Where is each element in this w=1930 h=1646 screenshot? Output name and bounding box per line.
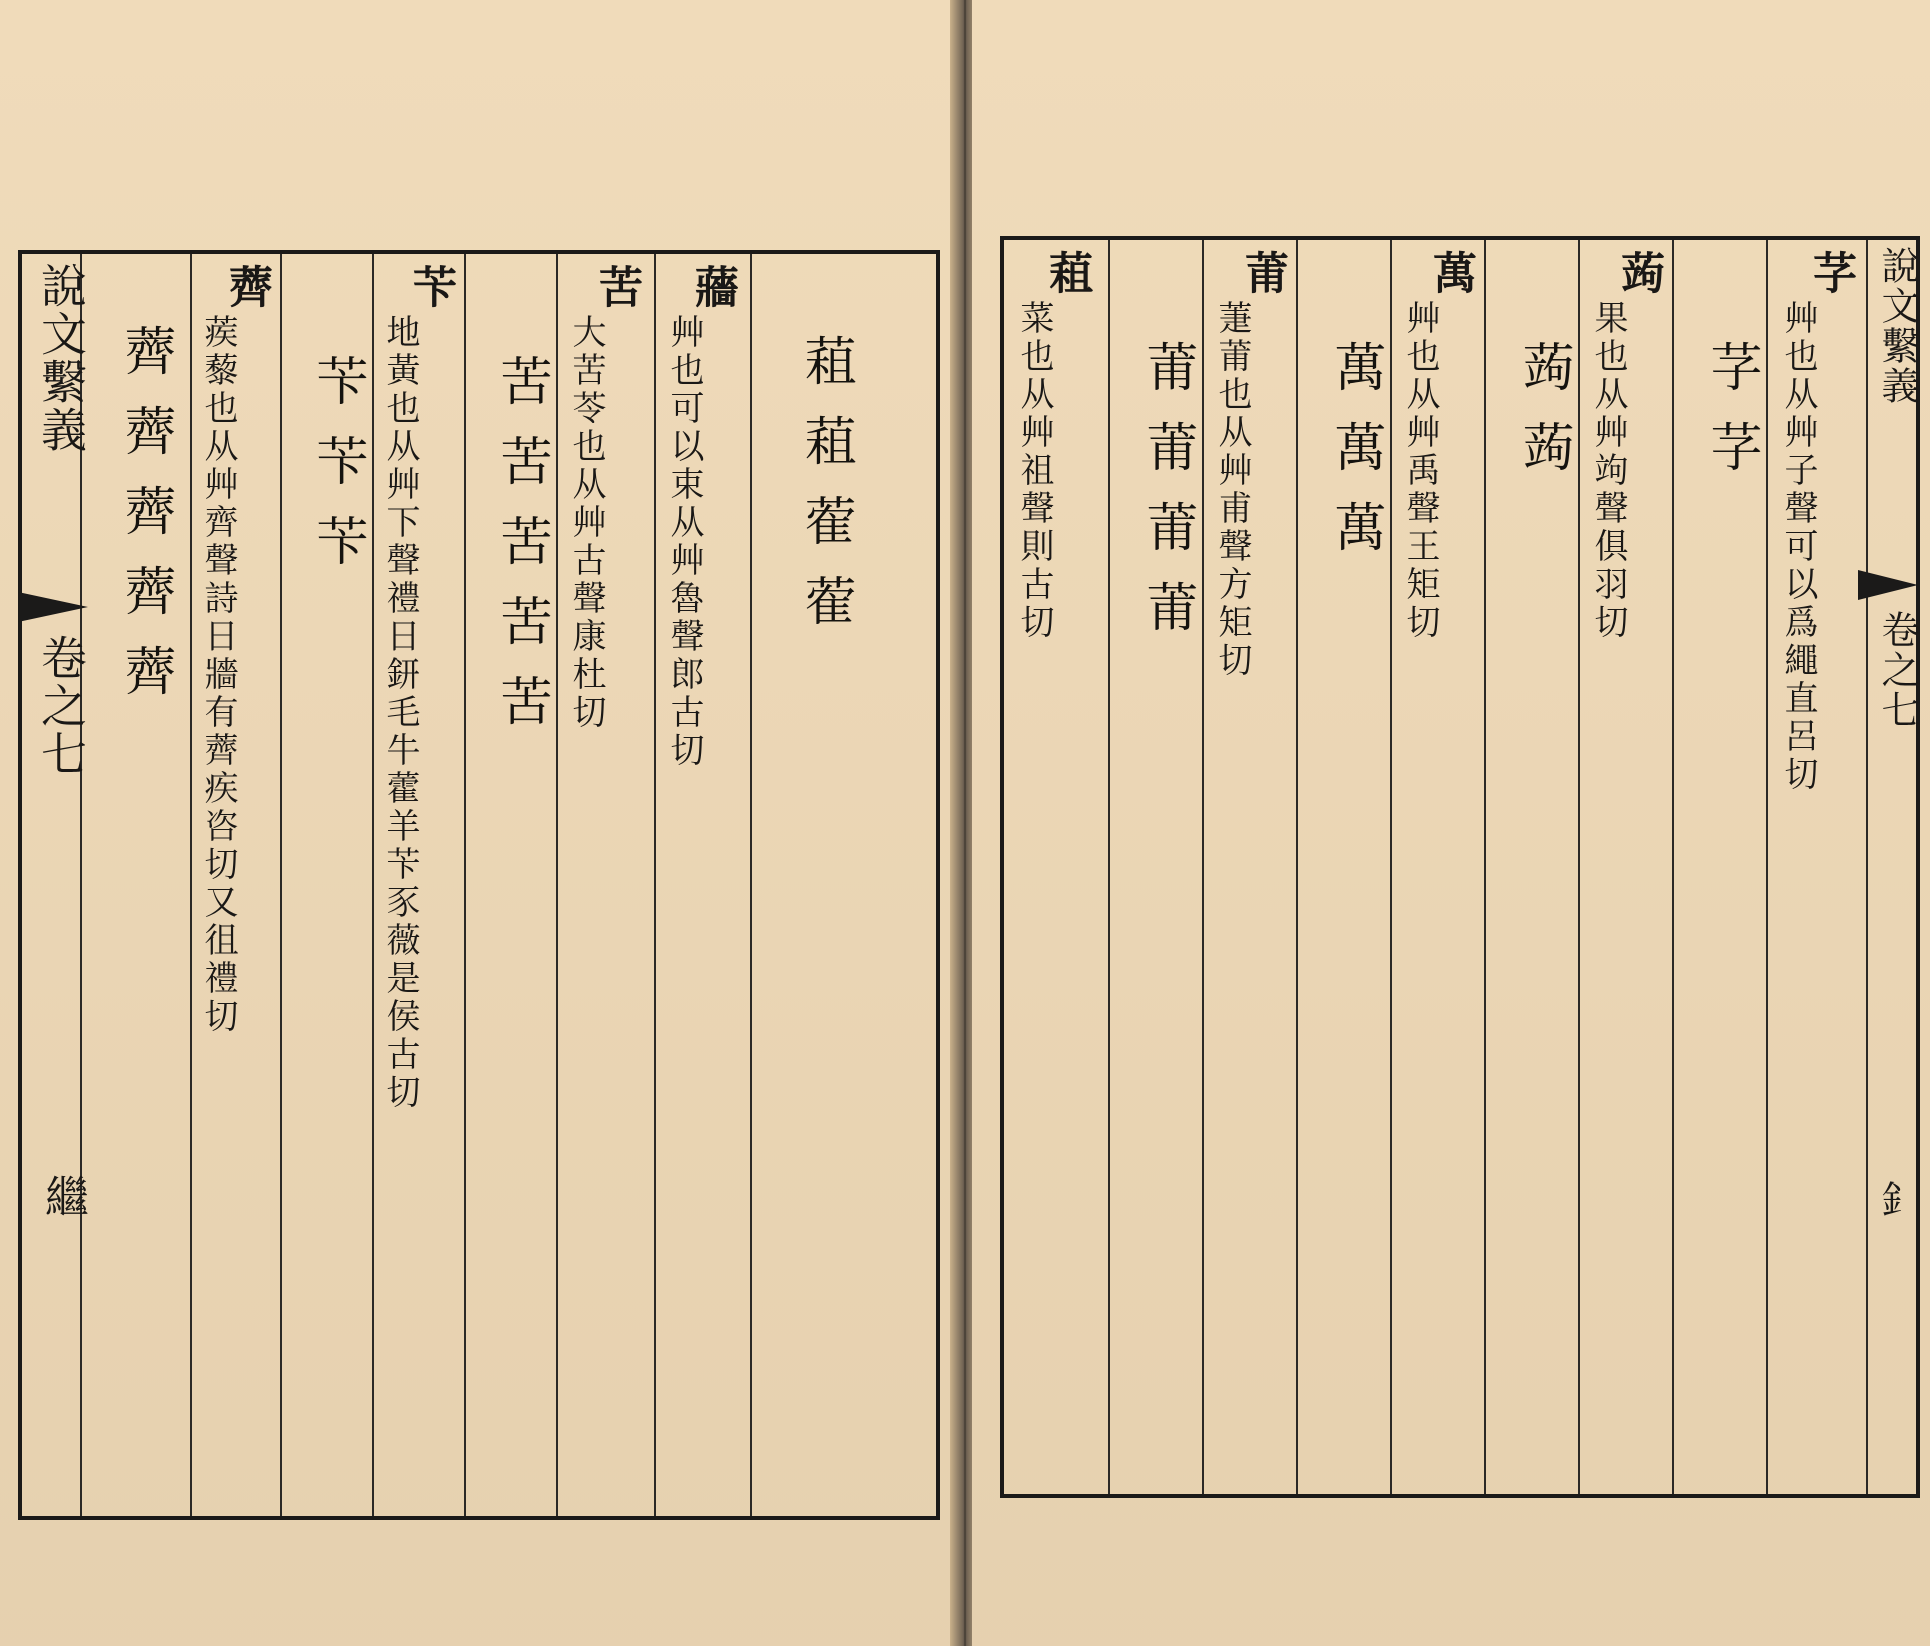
left-col-3-gloss: 大苦苓也从艸古聲康杜切 xyxy=(566,314,606,732)
left-spine-folio: 繼 xyxy=(37,1174,88,1220)
right-spine-column xyxy=(1868,240,1919,1494)
right-col-4-seal: 蒟蒟 xyxy=(1513,340,1573,500)
right-col-7 xyxy=(1204,240,1298,1494)
left-col-6 xyxy=(282,254,374,1516)
left-col-7 xyxy=(192,254,282,1516)
right-col-2-seal: 芓芓 xyxy=(1701,340,1761,500)
left-col-8 xyxy=(82,254,192,1516)
left-col-2 xyxy=(656,254,752,1516)
left-spine-title: 說文繫義 xyxy=(34,262,88,454)
left-spine-volume: 卷之七 xyxy=(34,634,88,778)
left-spine-column xyxy=(22,254,88,1516)
right-col-2 xyxy=(1674,240,1768,1494)
right-spine-title: 說文繫義 xyxy=(1875,246,1919,406)
left-col-7-gloss: 蒺藜也从艸齊聲詩日牆有薺疾咨切又徂禮切 xyxy=(198,314,238,1036)
right-col-3-head: 蒟 xyxy=(1613,250,1664,296)
right-col-3-gloss: 果也从艸竘聲俱羽切 xyxy=(1588,300,1628,642)
left-col-2-head: 蘠 xyxy=(687,264,738,310)
right-col-1-gloss: 艸也从艸子聲可以爲繩直呂切 xyxy=(1778,300,1818,794)
right-col-9 xyxy=(1004,240,1110,1494)
right-page-frame xyxy=(1000,236,1920,1498)
right-col-5 xyxy=(1392,240,1486,1494)
right-col-1-head: 芓 xyxy=(1805,250,1856,296)
left-page xyxy=(0,0,958,1646)
right-col-8 xyxy=(1110,240,1204,1494)
left-col-7-head: 薺 xyxy=(221,264,272,310)
left-col-1 xyxy=(752,254,938,1516)
right-col-6-seal: 萬萬萬 xyxy=(1325,340,1385,580)
left-col-5 xyxy=(374,254,466,1516)
right-col-9-head: 蒩 xyxy=(1041,250,1092,296)
right-col-5-gloss: 艸也从艸禹聲王矩切 xyxy=(1400,300,1440,642)
right-spine-band xyxy=(1858,570,1918,600)
right-spine-volume: 卷之七 xyxy=(1875,610,1919,730)
left-col-5-head: 苄 xyxy=(405,264,456,310)
left-col-3-head: 苦 xyxy=(591,264,642,310)
left-col-6-seal: 苄苄苄 xyxy=(307,354,367,594)
right-page xyxy=(972,0,1930,1646)
right-col-7-gloss: 萐莆也从艸甫聲方矩切 xyxy=(1212,300,1252,680)
right-spine-folio: 釒 xyxy=(1875,1180,1919,1220)
left-col-3 xyxy=(558,254,656,1516)
right-col-3 xyxy=(1580,240,1674,1494)
left-col-2-gloss: 艸也可以束从艸魯聲郎古切 xyxy=(664,314,704,770)
right-col-6 xyxy=(1298,240,1392,1494)
left-col-8-seal: 薺薺薺薺薺 xyxy=(115,324,175,724)
right-col-4 xyxy=(1486,240,1580,1494)
left-col-4 xyxy=(466,254,558,1516)
left-spine-band xyxy=(18,592,88,622)
left-col-5-gloss: 地黃也从艸下聲禮日鈃毛牛藿羊苄豕薇是侯古切 xyxy=(380,314,420,1112)
right-col-8-seal: 莆莆莆莆 xyxy=(1137,340,1197,660)
left-page-frame xyxy=(18,250,940,1520)
right-col-1 xyxy=(1768,240,1868,1494)
left-col-4-seal: 苦苦苦苦苦 xyxy=(491,354,551,754)
right-col-9-gloss: 菜也从艸祖聲則古切 xyxy=(1014,300,1054,642)
right-col-7-head: 莆 xyxy=(1237,250,1288,296)
left-col-1-seal: 蒩蒩蒮蒮 xyxy=(795,334,855,654)
right-col-5-head: 萬 xyxy=(1425,250,1476,296)
